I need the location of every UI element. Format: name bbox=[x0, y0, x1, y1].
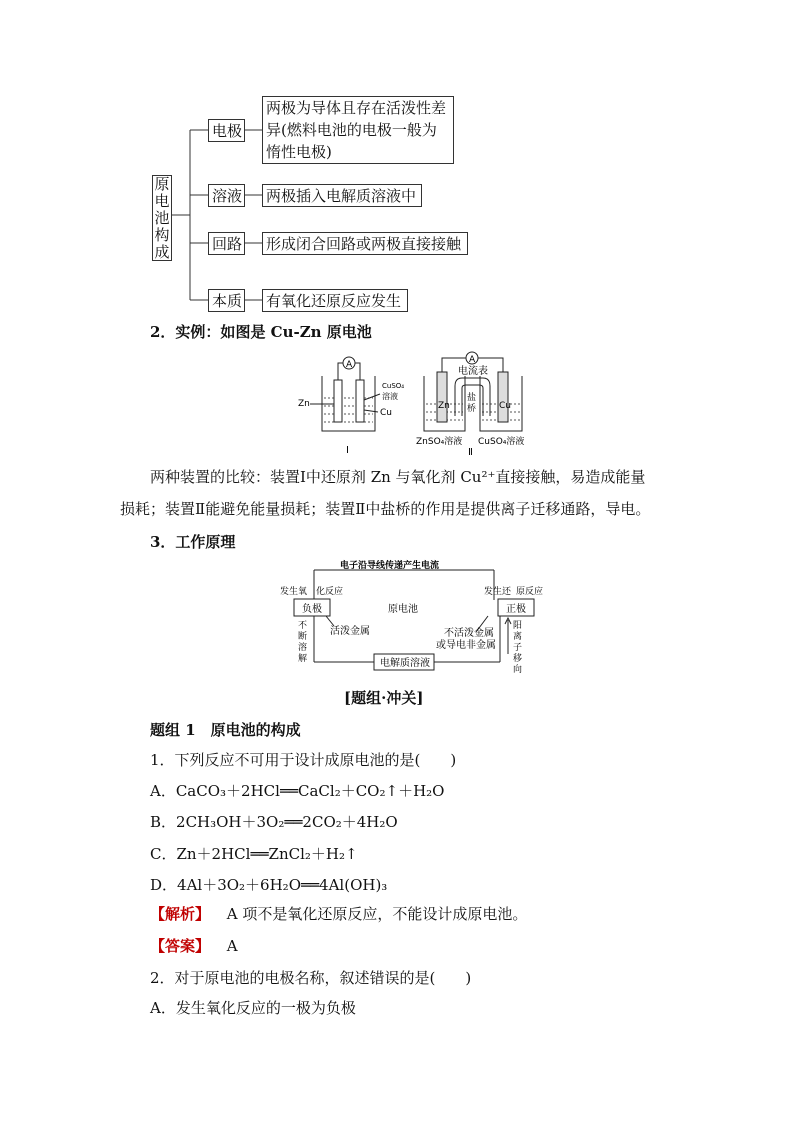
q1-option-b: B．2CH₃OH＋3O₂══2CO₂＋4H₂O bbox=[150, 813, 398, 831]
analysis-tag: 【解析】 bbox=[150, 905, 211, 923]
structure-connector-lines bbox=[0, 0, 794, 330]
answer-text: A bbox=[226, 937, 238, 955]
fig2-roman: Ⅱ bbox=[468, 447, 473, 458]
electrolyte-label: 电解质溶液 bbox=[380, 658, 430, 669]
positive-label: 正极 bbox=[506, 604, 526, 615]
label-essence: 本质 bbox=[208, 289, 245, 312]
fig2-zn-label: Zn bbox=[438, 401, 450, 411]
center-label: 原电池 bbox=[388, 604, 418, 615]
q2-stem: 2．对于原电池的电极名称，叙述错误的是( ) bbox=[150, 969, 472, 987]
left-reaction-a: 发生氧 bbox=[280, 587, 308, 597]
svg-text:溶: 溶 bbox=[298, 643, 308, 653]
negative-label: 负极 bbox=[302, 604, 322, 615]
fig2-salt-bridge-line2: 桥 bbox=[467, 404, 477, 414]
q1-analysis bbox=[150, 904, 527, 924]
left-reaction-b: 化反应 bbox=[316, 587, 344, 597]
fig1-solution-line2: 溶液 bbox=[382, 392, 398, 401]
right-reaction-a: 发生还 bbox=[484, 587, 512, 597]
principle-diagram bbox=[270, 558, 544, 678]
desc-electrode: 两极为导体且存在活泼性差 异(燃料电池的电极一般为 惰性电极) bbox=[262, 96, 454, 164]
svg-text:不: 不 bbox=[298, 621, 308, 631]
right-reaction-b: 原反应 bbox=[516, 587, 544, 597]
q1-answer bbox=[150, 936, 238, 956]
svg-text:离: 离 bbox=[513, 632, 523, 642]
cell-figures bbox=[290, 348, 540, 458]
q1-stem: 1．下列反应不可用于设计成原电池的是( ) bbox=[150, 751, 457, 769]
principle-heading: 3．工作原理 bbox=[150, 533, 236, 551]
group-title: 题组 1 原电池的构成 bbox=[150, 721, 301, 739]
q1-option-a: A．CaCO₃＋2HCl══CaCl₂＋CO₂↑＋H₂O bbox=[150, 782, 445, 800]
fig2-left-solution: ZnSO₄溶液 bbox=[416, 437, 463, 447]
svg-text:子: 子 bbox=[513, 643, 523, 653]
example-heading: 2．实例：如图是 Cu-Zn 原电池 bbox=[150, 323, 372, 341]
fig1-zn-label: Zn bbox=[298, 399, 310, 409]
svg-text:解: 解 bbox=[298, 654, 308, 664]
fig2-right-solution: CuSO₄溶液 bbox=[478, 437, 525, 447]
root-label: 原电池构成 bbox=[154, 175, 170, 261]
comparison-line-1: 两种装置的比较：装置Ⅰ中还原剂 Zn 与氧化剂 Cu²⁺直接接触，易造成能量 bbox=[150, 468, 646, 486]
svg-text:阳: 阳 bbox=[513, 621, 523, 631]
q1-option-c: C．Zn＋2HCl══ZnCl₂＋H₂↑ bbox=[150, 845, 358, 863]
desc-solution: 两极插入电解质溶液中 bbox=[262, 184, 422, 207]
svg-text:向: 向 bbox=[513, 665, 523, 675]
comparison-line-2: 损耗；装置Ⅱ能避免能量损耗；装置Ⅱ中盐桥的作用是提供离子迁移通路，导电。 bbox=[120, 500, 651, 518]
fig2-cu-label: Cu bbox=[499, 401, 511, 411]
analysis-text: A 项不是氧化还原反应，不能设计成原电池。 bbox=[226, 905, 528, 923]
principle-top-label: 电子沿导线传递产生电流 bbox=[340, 561, 440, 571]
answer-tag: 【答案】 bbox=[150, 937, 211, 955]
active-metal-label: 活泼金属 bbox=[330, 626, 370, 637]
section-title: [题组·冲关] bbox=[344, 689, 424, 707]
fig1-solution-line1: CuSO₄ bbox=[382, 382, 405, 390]
q2-option-a: A．发生氧化反应的一极为负极 bbox=[150, 999, 356, 1017]
svg-text:移: 移 bbox=[513, 654, 523, 664]
cation-vertical bbox=[513, 620, 522, 675]
inactive-line-2: 或导电非金属 bbox=[436, 640, 496, 651]
label-solution: 溶液 bbox=[208, 184, 245, 207]
desc-essence: 有氧化还原反应发生 bbox=[262, 289, 408, 312]
fig2-salt-bridge-line1: 盐 bbox=[467, 393, 477, 403]
fig1-cu-label: Cu bbox=[380, 408, 392, 418]
root-label-box bbox=[152, 175, 172, 261]
dissolve-vertical bbox=[298, 620, 307, 664]
fig1-ammeter: A bbox=[346, 360, 353, 370]
q1-option-d: D．4Al＋3O₂＋6H₂O══4Al(OH)₃ bbox=[150, 876, 388, 894]
label-electrode: 电极 bbox=[208, 119, 245, 142]
label-circuit: 回路 bbox=[208, 232, 245, 255]
svg-text:断: 断 bbox=[298, 632, 308, 642]
fig1-roman: Ⅰ bbox=[346, 445, 349, 456]
inactive-line-1: 不活泼金属 bbox=[444, 628, 494, 639]
desc-circuit: 形成闭合回路或两极直接接触 bbox=[262, 232, 468, 255]
fig2-meter-label: 电流表 bbox=[458, 366, 488, 377]
fig2-ammeter: A bbox=[469, 355, 476, 365]
